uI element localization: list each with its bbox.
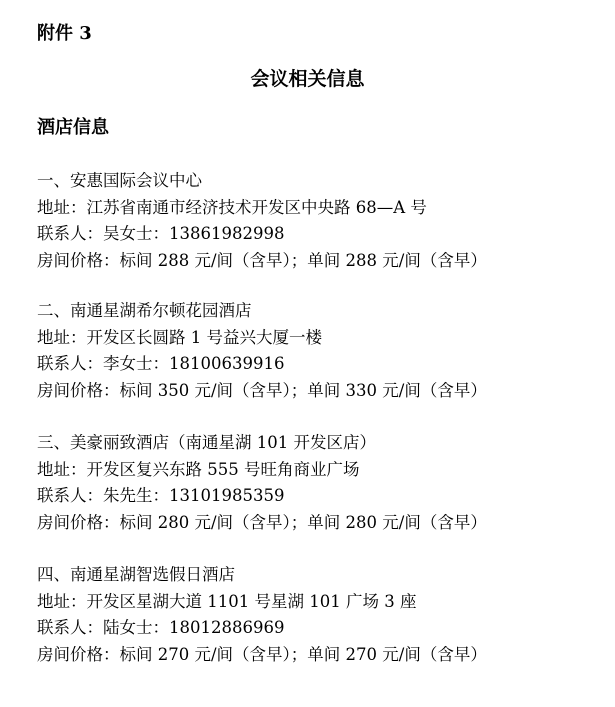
attachment-label: 附件 3 <box>37 23 92 44</box>
hotel-address: 地址：江苏省南通市经济技术开发区中央路 68—A 号 <box>37 197 427 217</box>
hotel-name: 四、南通星湖智选假日酒店 <box>37 565 235 584</box>
hotel-price: 房间价格：标间 350 元/间（含早）；单间 330 元/间（含早） <box>37 380 487 400</box>
hotel-name: 二、南通星湖希尔顿花园酒店 <box>37 301 252 320</box>
hotel-price: 房间价格：标间 270 元/间（含早）；单间 270 元/间（含早） <box>37 644 487 664</box>
hotel-entry <box>37 298 597 404</box>
hotel-address: 地址：开发区长圆路 1 号益兴大厦一楼 <box>37 327 322 347</box>
hotel-name: 三、美豪丽致酒店（南通星湖 101 开发区店） <box>37 433 376 452</box>
hotel-contact: 联系人：陆女士：18012886969 <box>37 618 285 637</box>
hotel-contact: 联系人：李女士：18100639916 <box>37 354 285 373</box>
hotel-name: 一、安惠国际会议中心 <box>37 171 202 190</box>
document-title: 会议相关信息 <box>250 68 365 90</box>
hotel-address: 地址：开发区复兴东路 555 号旺角商业广场 <box>37 459 360 479</box>
hotel-contact: 联系人：吴女士：13861982998 <box>37 224 285 243</box>
hotel-entry <box>37 562 597 668</box>
hotel-price: 房间价格：标间 280 元/间（含早）；单间 280 元/间（含早） <box>37 512 487 532</box>
hotel-address: 地址：开发区星湖大道 1101 号星湖 101 广场 3 座 <box>37 591 417 611</box>
section-heading: 酒店信息 <box>37 117 109 138</box>
hotel-entry <box>37 168 597 274</box>
hotel-price: 房间价格：标间 288 元/间（含早）；单间 288 元/间（含早） <box>37 250 487 270</box>
hotel-contact: 联系人：朱先生：13101985359 <box>37 486 285 505</box>
hotel-entry <box>37 430 597 536</box>
